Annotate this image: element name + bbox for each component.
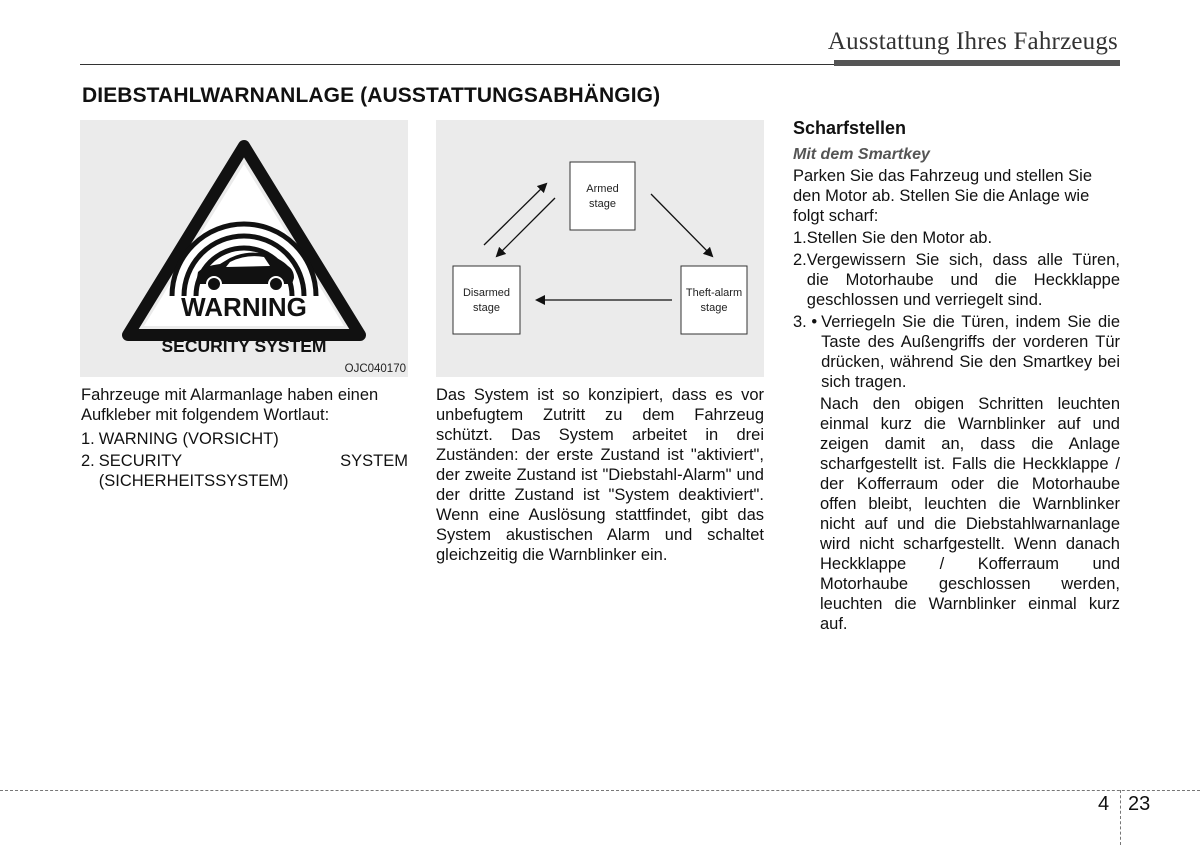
arrow-armed-to-theft [651, 194, 712, 256]
list-item [81, 429, 408, 449]
arrow-disarmed-to-armed [484, 184, 546, 245]
theft-stage-label: stage [700, 302, 728, 314]
list-text: Verriegeln Sie die Türen, indem Sie die Taste des Außengriffs der vorderen Tür drücken, während Sie den Smartkey bei sich tragen. [821, 313, 1120, 391]
page-number: 23 [1128, 793, 1151, 815]
column-arming-instructions [793, 118, 1120, 634]
sticker-intro: Fahrzeuge mit Alarmanlage haben einen Aufkleber mit folgendem Wortlaut: [81, 386, 379, 424]
chapter-number: 4 [1098, 793, 1110, 815]
arrow-armed-to-disarmed [497, 198, 555, 256]
list-text: WARNING (VORSICHT) [98, 430, 279, 448]
theft-alarm-label: Theft-alarm [685, 287, 743, 299]
footer-rule [0, 790, 1200, 791]
system-description-paragraph: Das System ist so konzipiert, dass es vor unbefugtem Zutritt zu dem Fahrzeug schützt. Das System arbeitet in drei Zuständen: der erste Zustand ist "aktiviert", der zweite Zustand ist "Diebstahl-Alarm" und der dritte Zustand ist "System deaktiviert". Wenn eine Auslösung stattfindet, gibt das System akustischen Alarm und schaltet gleichzeitig die Warnblinker ein. [436, 386, 764, 564]
list-text-left: SECURITY [98, 452, 183, 470]
list-number: 3. • [793, 313, 818, 331]
arming-followup-paragraph: Nach den obigen Schritten leuchten einmal kurz die Warnblinker auf und zeigen damit an, dass die Anlage scharfgestellt ist. Falls die Heckklappe / der Kofferraum oder die Motorhaube offen bleibt, leuchten die Warnblinker nicht auf und die Diebstahlwarnanlage wird nicht scharfgestellt. Wenn danach Heckklappe / Kofferraum und Motorhaube geschlossen werden, leuchten die Warnblinker einmal kurz auf. [820, 395, 1120, 633]
header-rule-accent [834, 60, 1120, 66]
list-text: Vergewissern Sie sich, dass alle Türen, die Motorhaube und die Heckklappe geschlossen und verriegelt sind. [806, 251, 1120, 309]
list-text-right: SYSTEM [340, 452, 408, 470]
list-number: 2. [81, 452, 95, 470]
arming-intro: Parken Sie das Fahrzeug und stellen Sie den Motor ab. Stellen Sie die Anlage wie folgt scharf: [793, 167, 1093, 225]
armed-stage-label: stage [589, 198, 616, 210]
disarmed-stage-box [453, 266, 520, 334]
list-item [793, 312, 1120, 392]
armed-stage-box [570, 162, 635, 230]
list-item [81, 451, 408, 491]
warning-triangle-icon [80, 120, 408, 377]
page-header-title: Ausstattung Ihres Fahrzeugs [827, 28, 1118, 55]
arming-heading: Scharfstellen [793, 118, 907, 138]
figure-code: OJC040170 [344, 363, 406, 375]
list-number: 2. [793, 251, 807, 269]
warning-sticker-figure [80, 120, 408, 377]
column-sticker-text [81, 385, 408, 491]
disarmed-label: Disarmed [462, 287, 511, 299]
footer-divider [1120, 790, 1121, 845]
list-text-line2: (SICHERHEITSSYSTEM) [98, 472, 289, 490]
security-system-label: SECURITY SYSTEM [161, 336, 327, 356]
list-number: 1. [81, 430, 95, 448]
list-text: Stellen Sie den Motor ab. [806, 229, 993, 247]
header-rule [80, 64, 834, 65]
column-system-description [436, 385, 764, 565]
smartkey-subheading: Mit dem Smartkey [793, 146, 930, 163]
warning-label: WARNING [181, 292, 307, 322]
theft-alarm-stage-box [681, 266, 747, 334]
disarmed-stage-label: stage [473, 302, 500, 314]
alarm-state-diagram [436, 120, 764, 377]
list-item [793, 250, 1120, 310]
armed-label: Armed [586, 183, 619, 195]
list-number: 1. [793, 229, 807, 247]
section-title: DIEBSTAHLWARNANLAGE (AUSSTATTUNGSABHÄNGIG) [82, 84, 661, 107]
list-item [793, 228, 1120, 248]
